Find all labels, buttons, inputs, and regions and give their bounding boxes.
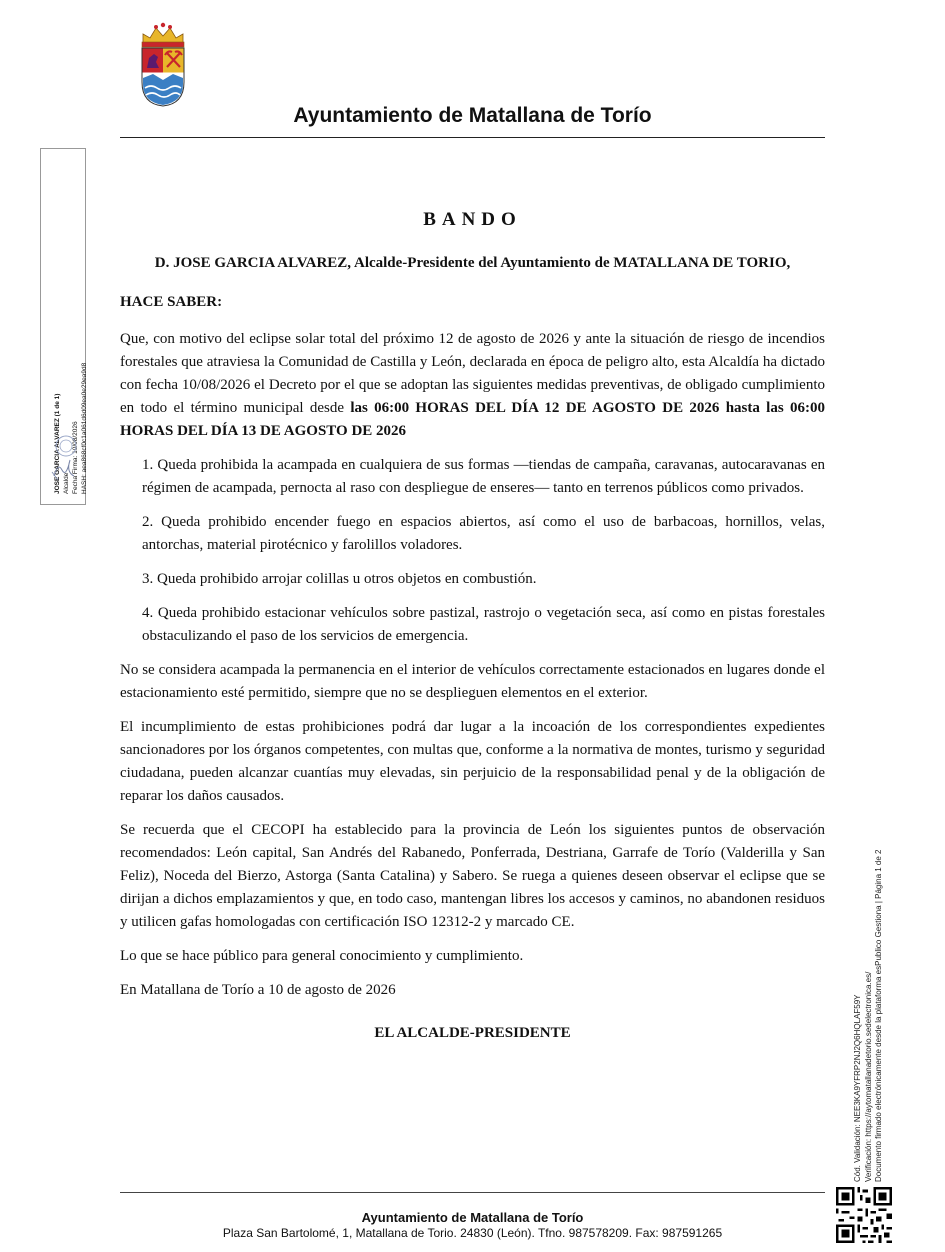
qr-code-icon[interactable] <box>836 1187 892 1243</box>
footer-divider <box>120 1192 825 1193</box>
place-date: En Matallana de Torío a 10 de agosto de 2026 <box>120 982 396 998</box>
paragraph-observation-points: Se recuerda que el CECOPI ha establecido para la provincia de León los siguientes puntos de observación recomendados: León capital, San Andrés del Rabanedo, Ponferrada, Destriana, Garrafe de Torío (Valderilla y San Feliz), Noceda del Bierzo, Astorga (Santa Catalina) y Sabero. Se ruega a quienes deseen observar el eclipse que se dirijan a dichos emplazamientos y que, en todo caso, mantengan libres los accesos y caminos, no abandonen residuos y utilicen gafas homologadas con certificación ISO 12312-2 y marcado CE. <box>120 822 825 930</box>
rule-item: 1. Queda prohibida la acampada en cualquiera de sus formas —tiendas de campaña, caravanas, autocaravanas en régimen de acampada, pernocta al raso con despliegue de enseres— tanto en terrenos públicos como privados. <box>142 457 825 496</box>
platform-note: Documento firmado electrónicamente desde la plataforma esPublico Gestiona | Página 1 de 2 <box>874 849 883 1182</box>
paragraph-public-notice: Lo que se hace público para general conocimiento y cumplimiento. <box>120 948 524 964</box>
signature-box <box>40 148 86 505</box>
paragraph-exception: No se considera acampada la permanencia en el interior de vehículos correctamente estacionados en lugares donde el estacionamiento esté permitido, siempre que no se desplieguen elementos en el exterior. <box>120 662 825 701</box>
header-title: Ayuntamiento de Matallana de Torío <box>293 104 652 127</box>
signer-name: JOSE GARCIA ALVAREZ (1 de 1) <box>54 393 61 494</box>
signature-date: Fecha Firma: 10/08/2026 <box>72 421 79 494</box>
hace-saber-heading: HACE SABER: <box>120 294 223 310</box>
footer-name: Ayuntamiento de Matallana de Torío <box>361 1210 584 1225</box>
decree-period: las 06:00 HORAS DEL DÍA 12 DE AGOSTO DE 2026 hasta las 06:00 HORAS DEL DÍA 13 DE AGOSTO DE 2026 <box>120 400 825 439</box>
signatory-title: EL ALCALDE-PRESIDENTE <box>374 1025 571 1041</box>
document-title: BANDO <box>423 209 522 230</box>
validation-code: Cód. Validación: NEE3KA9YFRP2NJ2Q6HQLAF59Y <box>853 994 862 1182</box>
paragraph-decree <box>120 328 825 443</box>
rule-item: 2. Queda prohibido encender fuego en espacios abiertos, así como el uso de barbacoas, hornillos, velas, antorchas, material pirotécnico y farolillos voladores. <box>142 514 825 553</box>
footer-address: Plaza San Bartolomé, 1, Matallana de Torio. 24830 (León). Tfno. 987578209. Fax: 987591265 <box>222 1226 723 1240</box>
signer-role: Alcalde <box>63 472 70 494</box>
document-body <box>120 208 825 1045</box>
rules-list <box>120 454 825 648</box>
coat-of-arms-logo <box>137 22 189 108</box>
intro-heading: D. JOSE GARCIA ALVAREZ, Alcalde-Presidente del Ayuntamiento de MATALLANA DE TORIO, <box>154 255 791 271</box>
verification-url: Verificación: https://aytomatallanadetorio.sedelectronica.es/ <box>863 971 873 1182</box>
signature-hash: HASH: aea868cf0c1a061d6d09ea0e29ea9d8 <box>81 362 88 494</box>
decree-text: Que, con motivo del eclipse solar total del próximo 12 de agosto de 2026 y ante la situación de riesgo de incendios forestales que atraviesa la Comunidad de Castilla y León, declarada en época de peligro alto, esta Alcaldía ha dictado con fecha 10/08/2026 el Decreto por el que se adoptan las siguientes medidas preventivas, de obligado cumplimiento en todo el término municipal desde <box>120 331 825 416</box>
paragraph-sanctions: El incumplimiento de estas prohibiciones podrá dar lugar a la incoación de los correspondientes expedientes sancionadores por los órganos competentes, con multas que, conforme a la normativa de montes, turismo y seguridad ciudadana, pueden alcanzar cuantías muy elevadas, sin perjuicio de la responsabilidad penal y de la obligación de reparar los daños causados. <box>120 719 825 804</box>
rule-item: 4. Queda prohibido estacionar vehículos sobre pastizal, rastrojo o vegetación seca, así como en pistas forestales obstaculizando el paso de los servicios de emergencia. <box>142 605 825 644</box>
signature-stamp-icon <box>46 432 81 482</box>
verification-text <box>853 790 885 1182</box>
rule-item: 3. Queda prohibido arrojar colillas u otros objetos en combustión. <box>142 571 537 587</box>
header-divider <box>120 137 825 138</box>
